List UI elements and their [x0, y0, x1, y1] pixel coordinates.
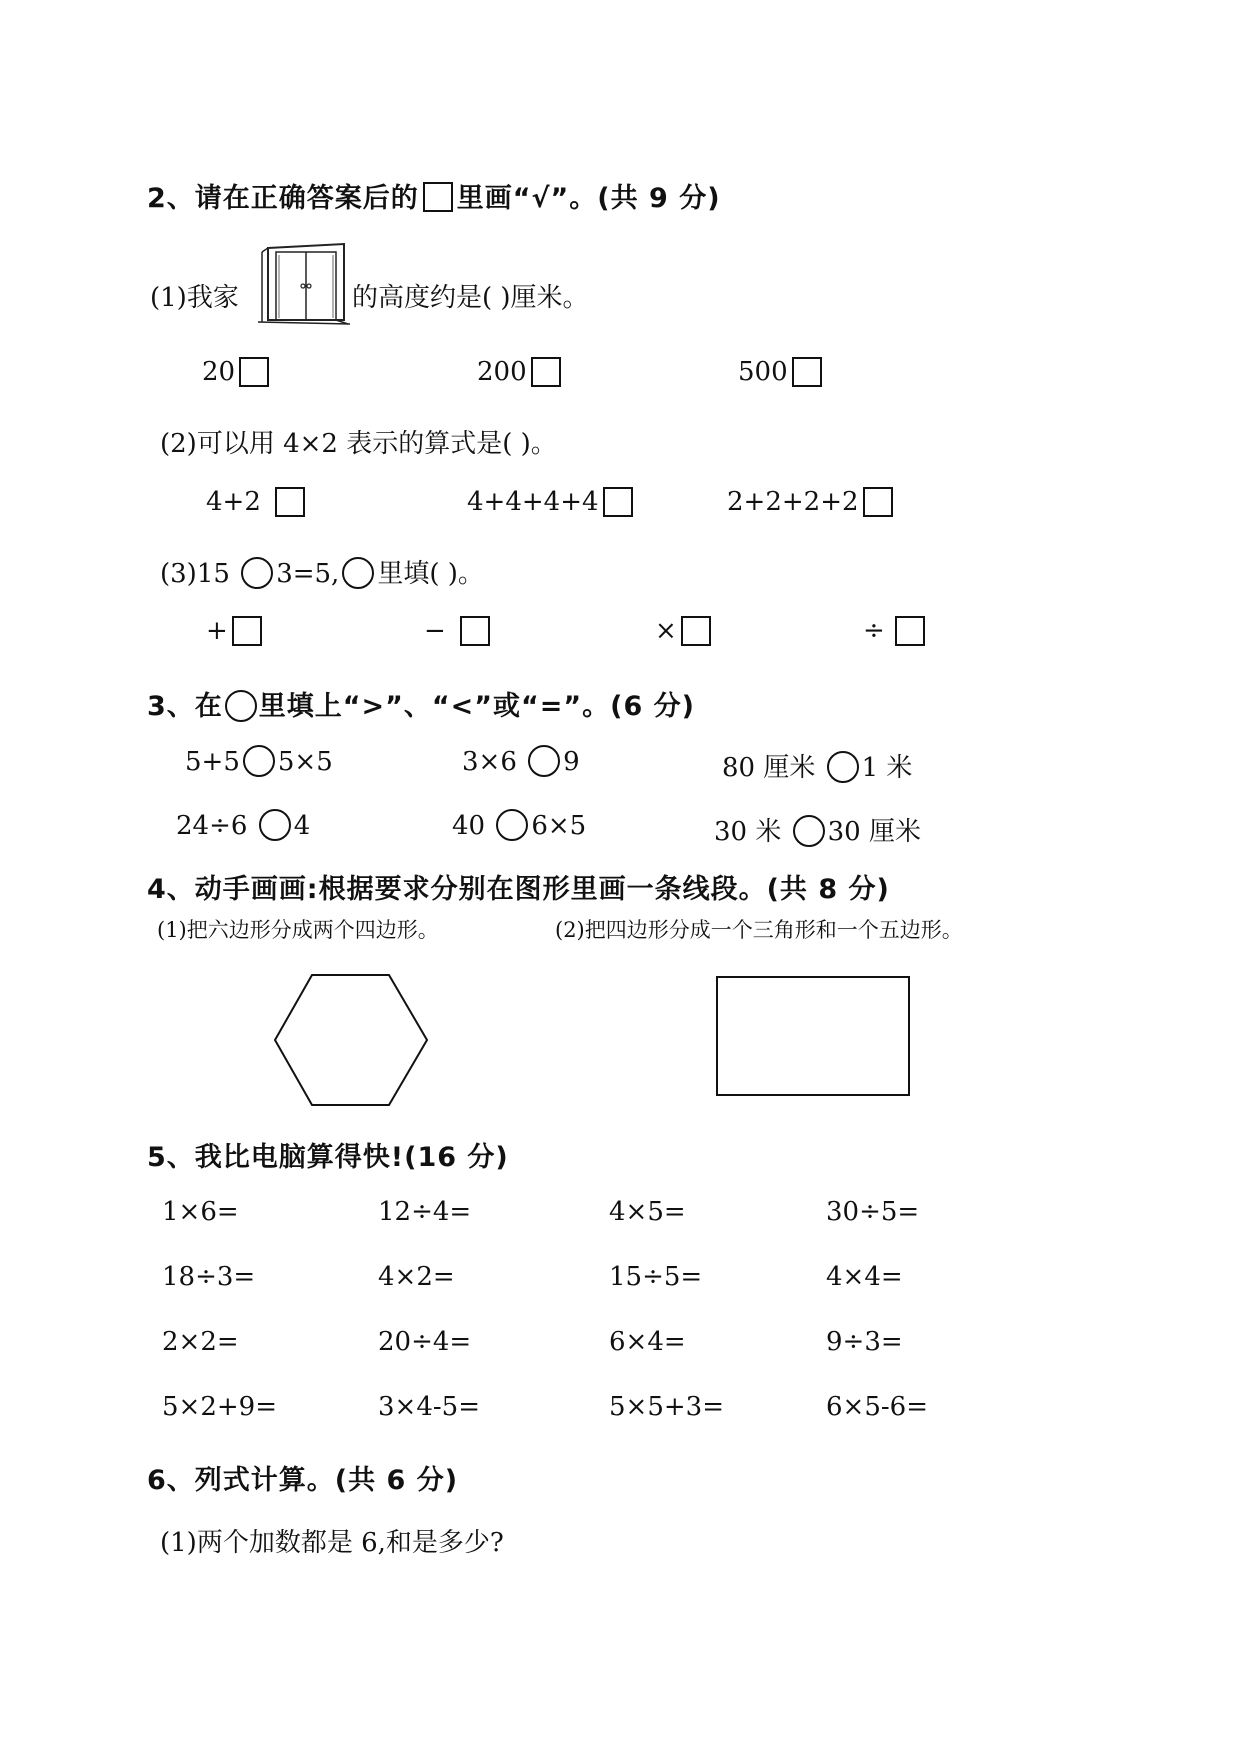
section-4-heading: 4、动手画画:根据要求分别在图形里画一条线段。(共 8 分) — [147, 874, 890, 905]
section-4-sub-1: (1)把六边形分成两个四边形。 — [157, 918, 439, 942]
checkbox-icon[interactable] — [792, 357, 822, 387]
compare-circle-icon[interactable] — [243, 745, 275, 777]
checkbox-icon[interactable] — [531, 357, 561, 387]
calc-item: 30÷5= — [826, 1197, 920, 1227]
compare-item-6: 30 米 30 厘米 — [714, 817, 921, 847]
option-2-1-c: 500 — [738, 357, 822, 387]
heading-text-post: 里画“√”。(共 9 分) — [456, 183, 721, 214]
question-2-1-post: 的高度约是( )厘米。 — [352, 283, 589, 313]
compare-item-4: 24÷6 4 — [176, 811, 311, 841]
calc-item: 5×5+3= — [609, 1392, 724, 1422]
compare-item-5: 40 6×5 — [452, 811, 587, 841]
question-2-1-pre: (1)我家 — [150, 283, 239, 313]
checkbox-icon[interactable] — [239, 357, 269, 387]
calc-item: 6×4= — [609, 1327, 686, 1357]
compare-circle-icon[interactable] — [827, 751, 859, 783]
option-2-2-c: 2+2+2+2 — [727, 487, 893, 517]
compare-item-3: 80 厘米 1 米 — [722, 753, 913, 783]
checkbox-icon[interactable] — [895, 616, 925, 646]
section-2-heading — [147, 176, 721, 215]
compare-circle-icon[interactable] — [528, 745, 560, 777]
compare-circle-icon[interactable] — [496, 809, 528, 841]
option-2-3-c: × — [655, 616, 711, 646]
checkbox-icon[interactable] — [460, 616, 490, 646]
calc-item: 3×4-5= — [378, 1392, 480, 1422]
calc-item: 1×6= — [162, 1197, 239, 1227]
answer-box-icon — [423, 182, 453, 212]
option-2-1-a: 20 — [202, 357, 269, 387]
calc-item: 4×4= — [826, 1262, 903, 1292]
section-3-heading: 3、在 里填上“>”、“<”或“=”。(6 分) — [147, 691, 696, 722]
door-icon — [258, 242, 354, 328]
heading-text-pre: 2、请在正确答案后的 — [147, 183, 419, 214]
calc-item: 15÷5= — [609, 1262, 703, 1292]
compare-item-2: 3×6 9 — [462, 747, 580, 777]
checkbox-icon[interactable] — [863, 487, 893, 517]
calc-item: 2×2= — [162, 1327, 239, 1357]
calc-item: 20÷4= — [378, 1327, 472, 1357]
hexagon-shape[interactable] — [270, 972, 432, 1108]
calc-item: 6×5-6= — [826, 1392, 928, 1422]
checkbox-icon[interactable] — [232, 616, 262, 646]
option-2-3-a: + — [206, 616, 262, 646]
option-2-3-b: − — [424, 616, 490, 646]
question-2-2: (2)可以用 4×2 表示的算式是( )。 — [160, 429, 557, 459]
compare-circle-icon[interactable] — [259, 809, 291, 841]
compare-item-1: 5+5 5×5 — [185, 747, 333, 777]
calc-item: 5×2+9= — [162, 1392, 277, 1422]
section-6-heading: 6、列式计算。(共 6 分) — [147, 1465, 459, 1496]
option-2-1-b: 200 — [477, 357, 561, 387]
question-6-1: (1)两个加数都是 6,和是多少? — [160, 1528, 504, 1558]
compare-circle-icon — [225, 690, 257, 722]
calc-item: 4×2= — [378, 1262, 455, 1292]
option-2-2-a: 4+2 — [206, 487, 305, 517]
question-2-3: (3)15 3=5, 里填( )。 — [160, 559, 484, 589]
calc-item: 12÷4= — [378, 1197, 472, 1227]
checkbox-icon[interactable] — [681, 616, 711, 646]
option-2-2-b: 4+4+4+4 — [467, 487, 633, 517]
section-5-heading: 5、我比电脑算得快!(16 分) — [147, 1142, 509, 1173]
calc-item: 4×5= — [609, 1197, 686, 1227]
rectangle-shape[interactable] — [715, 975, 911, 1097]
calc-item: 9÷3= — [826, 1327, 903, 1357]
operator-circle-icon — [342, 557, 374, 589]
operator-circle-icon — [241, 557, 273, 589]
option-2-3-d: ÷ — [863, 616, 925, 646]
calc-item: 18÷3= — [162, 1262, 256, 1292]
checkbox-icon[interactable] — [603, 487, 633, 517]
checkbox-icon[interactable] — [275, 487, 305, 517]
compare-circle-icon[interactable] — [793, 815, 825, 847]
section-4-sub-2: (2)把四边形分成一个三角形和一个五边形。 — [555, 918, 963, 942]
